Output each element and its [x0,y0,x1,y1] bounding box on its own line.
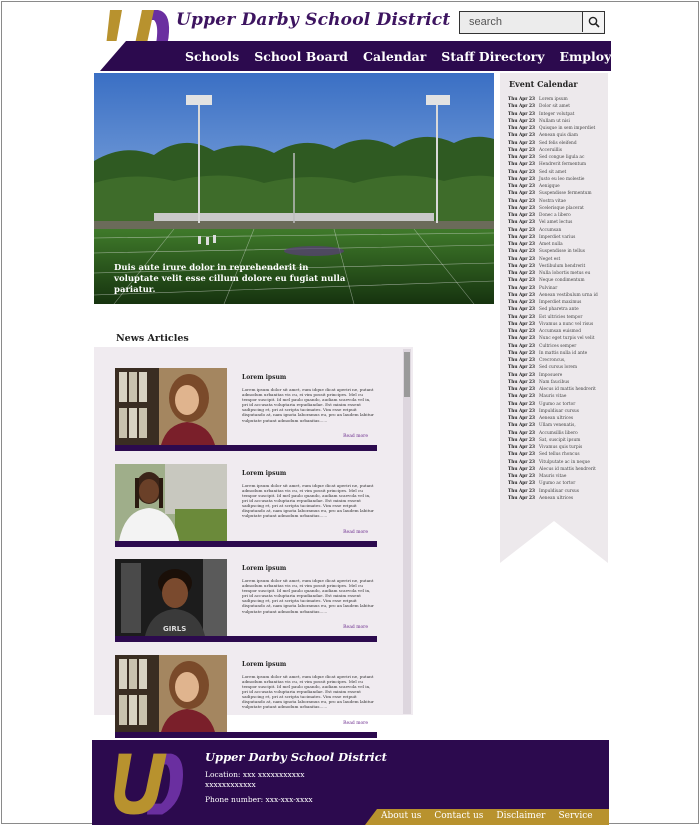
article-divider [115,636,377,642]
event-title: Mauris vitae [539,394,567,400]
event-title: Nam faucibus [539,379,570,385]
event-item[interactable] [508,372,608,379]
search-icon [588,16,600,28]
event-date: Thu Apr 23 [508,379,536,385]
article-divider [115,541,377,547]
event-title: Ugumo ac tortor [539,481,576,487]
event-item[interactable] [508,227,608,234]
event-title: Sed sit amet [539,169,567,175]
event-item[interactable] [508,125,608,132]
event-item[interactable] [508,248,608,255]
event-item[interactable] [508,466,608,473]
read-more-link[interactable]: Read more [343,434,368,439]
event-item[interactable] [508,430,608,437]
event-date: Thu Apr 23 [508,488,536,494]
event-title: Pulvinar [539,285,558,291]
event-title: Accumsan euismod [539,329,581,334]
event-date: Thu Apr 23 [508,292,536,298]
event-item[interactable] [508,147,608,154]
article-summary: Lorem ipsum dolor sit amet, eum idque dicat aperiri ne, putant admodum urbanitas vis cu, ei vim possit principes. Mel cu tempor suscipit. Id mel paulo quando, audiam scaevola vel in, pri id accusata voluptaria repudiandae. Est minim essent sadipscing et, pri at scripta tacimates. Vim esse eripuit disputando at, nam ignota laboramus eu, pro an laudem labitur vulputate putant admodum urbanitas...... [242,482,374,519]
event-title: Dolor sit amet [539,104,571,110]
event-title: Sed tellus rhoncus [539,452,580,458]
article-summary: Lorem ipsum dolor sit amet, eum idque dicat aperiri ne, putant admodum urbanitas vis cu, ei vim possit principes. Mel cu tempor suscipit. Id mel paulo quando, audiam scaevola vel in, pri id accusata voluptaria repudiandae. Est minim essent sadipscing et, pri at scripta tacimates. Vim esse eripuit disputando at, nam ignota laboramus eu, pro an laudem labitur vulputate putant admodum urbanitas...... [242,387,374,423]
event-date: Thu Apr 23 [508,452,536,458]
footer-link-about[interactable]: About us [381,811,422,821]
event-title: Donec a libero [539,213,571,218]
event-item[interactable] [508,451,608,458]
event-date: Thu Apr 23 [508,97,536,102]
event-item[interactable] [508,212,608,219]
event-title: Nullam ut nisi [539,118,570,124]
event-title: Nostra vitae [539,198,566,204]
event-title: Amet nulla [539,242,563,247]
event-title: Ullam venenatis, [539,423,576,429]
event-title: Vestibulum hendrerit [539,263,586,269]
event-title: Aenean ultrices [539,416,574,421]
event-date: Thu Apr 23 [508,169,536,175]
nav-school-board[interactable]: School Board [254,48,349,64]
event-item[interactable] [508,422,608,429]
event-date: Thu Apr 23 [508,184,536,189]
event-title: Accumsillis libero [539,430,578,436]
event-title: Aenigque [539,184,560,189]
event-item[interactable] [508,314,608,321]
event-date: Thu Apr 23 [508,459,536,465]
event-date: Thu Apr 23 [508,474,536,479]
event-date: Thu Apr 23 [508,111,536,117]
event-title: Accumsan [539,227,562,233]
event-item[interactable] [508,176,608,183]
event-title: Lorem ipsum [539,97,568,102]
event-date: Thu Apr 23 [508,104,536,110]
article-photo[interactable] [115,559,227,636]
event-title: Scelerisque placerat [539,205,584,211]
event-date: Thu Apr 23 [508,430,536,436]
event-date: Thu Apr 23 [508,350,536,356]
footer-link-disclaimer[interactable]: Disclaimer [496,811,546,821]
article-photo[interactable] [115,464,227,541]
event-title: Ugumo ac tortor [539,401,576,407]
event-item[interactable] [508,292,608,299]
hero-caption: Duis aute irure dolor in reprehenderit in voluptate velit esse cillum dolore eu fugiat nulla pariatur. [114,263,346,295]
event-item[interactable] [508,357,608,364]
event-title: Integer volutpat [539,111,575,117]
event-date: Thu Apr 23 [508,242,536,247]
event-date: Thu Apr 23 [508,365,536,371]
event-item[interactable] [508,96,608,103]
event-title: Sed pharetra ante [539,307,579,313]
event-title: Imperdiet maximus [539,300,582,305]
event-item[interactable] [508,495,608,502]
event-item[interactable] [508,219,608,226]
news-list [94,347,413,726]
event-item[interactable] [508,154,608,161]
event-date: Thu Apr 23 [508,401,536,407]
news-scrollbar[interactable] [403,349,411,714]
event-title: Mauris vitae [539,474,567,479]
read-more-link[interactable]: Read more [343,625,368,630]
event-item[interactable] [508,437,608,444]
event-item[interactable] [508,328,608,335]
footer-link-service[interactable]: Service [558,811,593,821]
event-item[interactable] [508,277,608,284]
event-date: Thu Apr 23 [508,358,536,363]
article-photo[interactable] [115,655,227,732]
event-date: Thu Apr 23 [508,495,536,501]
news-article[interactable] [115,559,377,644]
read-more-link[interactable]: Read more [343,529,368,535]
event-date: Thu Apr 23 [508,133,536,139]
event-item[interactable] [508,270,608,277]
article-title[interactable]: Lorem ipsum [242,565,287,572]
event-title: Sat, suscipit ipsum [539,437,581,443]
event-item[interactable] [508,190,608,197]
hero-banner[interactable] [94,73,494,304]
event-item[interactable] [508,401,608,408]
event-item[interactable] [508,321,608,328]
article-summary: Lorem ipsum dolor sit amet, eum idque dicat aperiri ne, putant admodum urbanitas vis cu, ei vim possit principes. Mel cu tempor suscipit. Id mel paulo quando, audiam scaevola vel in, pri id accusata voluptaria repudiandae. Est minim essent sadipscing et, pri at scripta tacimates. Vim esse eripuit disputando at, nam ignota laboramus eu, pro an laudem labitur vulputate putant admodum urbanitas...... [242,578,374,614]
event-calendar [500,73,608,563]
event-calendar-title: Event Calendar [509,79,578,89]
event-item[interactable] [508,335,608,342]
event-title: Aenean ultrices [539,495,574,501]
event-title: Vivamus a nunc vel risus [539,321,594,327]
event-date: Thu Apr 23 [508,372,536,378]
event-title: Nunc eget turpis vel velit [539,336,595,342]
event-title: Aenean vestibulum urna id [539,292,598,298]
search-input[interactable] [460,12,582,32]
footer-link-contact[interactable]: Contact us [434,811,484,821]
event-item[interactable] [508,263,608,270]
article-divider [115,445,377,451]
footer-tab-cut [365,809,377,825]
event-date: Thu Apr 23 [508,263,536,269]
article-summary: Lorem ipsum dolor sit amet, eum idque dicat aperiri ne, putant admodum urbanitas vis cu, ei vim possit principes. Mel cu tempor suscipit. Id mel paulo quando, audiam scaevola vel in, pri id accusata voluptaria repudiandae. Est minim essent sadipscing et, pri at scripta tacimates. Vim esse eripuit disputando at, nam ignota laboramus eu, pro an laudem labitur vulputate putant admodum urbanitas...... [242,673,374,710]
news-article[interactable] [115,464,377,549]
event-date: Thu Apr 23 [508,162,536,168]
article-title[interactable]: Lorem ipsum [242,469,287,477]
event-date: Thu Apr 23 [508,307,536,313]
event-date: Thu Apr 23 [508,213,536,218]
article-divider [115,732,377,738]
footer-links [381,808,606,824]
event-title: Justo eu leo molestie [539,176,585,182]
event-item[interactable] [508,299,608,306]
event-date: Thu Apr 23 [508,416,536,421]
event-date: Thu Apr 23 [508,336,536,342]
event-title: Vivamus quis turpis [539,445,583,450]
event-date: Thu Apr 23 [508,300,536,305]
main-nav [100,41,648,71]
event-item[interactable] [508,205,608,212]
event-date: Thu Apr 23 [508,321,536,327]
event-date: Thu Apr 23 [508,278,536,284]
event-date: Thu Apr 23 [508,140,536,146]
footer-location: Location: xxx xxxxxxxxxxx xxxxxxxxxxxx [205,770,305,789]
event-title: Sed congue ligula ac [539,155,585,160]
event-date: Thu Apr 23 [508,343,536,349]
event-title: Sed cursus lorem [539,365,578,371]
event-date: Thu Apr 23 [508,466,536,472]
news-article[interactable] [115,368,377,453]
event-item[interactable] [508,379,608,386]
article-photo[interactable] [115,368,227,445]
event-date: Thu Apr 23 [508,191,536,197]
scrollbar-thumb[interactable] [404,352,410,397]
event-date: Thu Apr 23 [508,481,536,487]
event-item[interactable] [508,103,608,110]
event-item[interactable] [508,169,608,176]
event-item[interactable] [508,408,608,415]
event-item[interactable] [508,459,608,466]
event-date: Thu Apr 23 [508,445,536,450]
event-date: Thu Apr 23 [508,329,536,334]
footer-phone: Phone number: xxx-xxx-xxxx [205,795,313,804]
event-title: Vel amet lectus [539,220,573,226]
event-item[interactable] [508,140,608,147]
event-item[interactable] [508,306,608,313]
footer-logo[interactable] [110,748,184,818]
event-title: Cultrices semper [539,343,577,349]
event-title: Crecroncus, [539,358,566,363]
event-item[interactable] [508,234,608,241]
event-date: Thu Apr 23 [508,285,536,291]
event-date: Thu Apr 23 [508,423,536,429]
nav-schools[interactable]: Schools [185,48,240,64]
event-item[interactable] [508,161,608,168]
event-item[interactable] [508,473,608,480]
search-box [459,11,605,34]
event-item[interactable] [508,118,608,125]
event-item[interactable] [508,386,608,393]
event-item[interactable] [508,350,608,357]
event-date: Thu Apr 23 [508,314,536,320]
event-date: Thu Apr 23 [508,220,536,226]
event-item[interactable] [508,241,608,248]
event-title: Nulla lobortis metus eu [539,271,591,276]
event-item[interactable] [508,415,608,422]
event-item[interactable] [508,393,608,400]
event-title: Est ultricies tempor [539,314,583,320]
event-title: Neque condimentum [539,278,585,284]
event-date: Thu Apr 23 [508,126,536,131]
event-title: Imperdiet varius [539,234,576,240]
news-section-title: News Articles [116,333,189,344]
event-title: Impuldiuar cursus [539,408,579,414]
event-item[interactable] [508,364,608,371]
svg-text:GIRLS: GIRLS [163,625,187,633]
event-item[interactable] [508,480,608,487]
event-title: In mattis nulla id ante [539,350,588,356]
footer-title: Upper Darby School District [205,750,387,764]
article-title[interactable]: Lorem ipsum [242,660,287,668]
nav-employment[interactable]: Employment [559,48,648,64]
event-title: Alecus id mattis hendrerit [539,466,596,472]
event-date: Thu Apr 23 [508,408,536,414]
event-date: Thu Apr 23 [508,249,536,255]
event-date: Thu Apr 23 [508,176,536,182]
event-title: Aenean quis diam [539,133,578,139]
event-date: Thu Apr 23 [508,205,536,211]
event-title: Acceruillis [539,147,563,153]
event-item[interactable] [508,488,608,495]
event-title: Imposuere [539,372,563,378]
event-date: Thu Apr 23 [508,118,536,124]
event-title: Impuldiuar cursus [539,488,579,494]
event-title: Suspendisse in tellus [539,249,585,255]
nav-calendar[interactable]: Calendar [363,48,427,64]
event-date: Thu Apr 23 [508,256,536,262]
article-title[interactable]: Lorem ipsum [242,374,287,381]
event-date: Thu Apr 23 [508,387,536,392]
event-item[interactable] [508,256,608,263]
event-item[interactable] [508,343,608,350]
event-title: Sed felis eleifend [539,140,577,146]
event-item[interactable] [508,183,608,190]
event-item[interactable] [508,444,608,451]
event-list [508,96,608,502]
nav-staff-directory[interactable]: Staff Directory [441,48,545,64]
event-title: Neget est [539,256,561,262]
event-item[interactable] [508,285,608,292]
event-title: Suspendisse fermentum [539,191,592,197]
event-title: Vitulputate ac in neque [539,459,590,465]
event-date: Thu Apr 23 [508,198,536,204]
event-title: Alecus id mattis hendrerit [539,387,596,392]
site-title: Upper Darby School District [176,10,451,30]
event-date: Thu Apr 23 [508,437,536,443]
event-date: Thu Apr 23 [508,394,536,400]
event-title: Quisque in sem imperdiet [539,126,596,131]
event-date: Thu Apr 23 [508,155,536,160]
event-item[interactable] [508,132,608,139]
event-item[interactable] [508,198,608,205]
read-more-link[interactable]: Read more [343,720,368,726]
event-item[interactable] [508,111,608,118]
news-article[interactable] [115,655,377,740]
search-button[interactable] [582,12,604,32]
event-date: Thu Apr 23 [508,271,536,276]
event-date: Thu Apr 23 [508,227,536,233]
event-title: Hendrerit fermentum [539,162,587,168]
nav-corner-cut [100,41,126,71]
event-date: Thu Apr 23 [508,234,536,240]
event-date: Thu Apr 23 [508,147,536,153]
